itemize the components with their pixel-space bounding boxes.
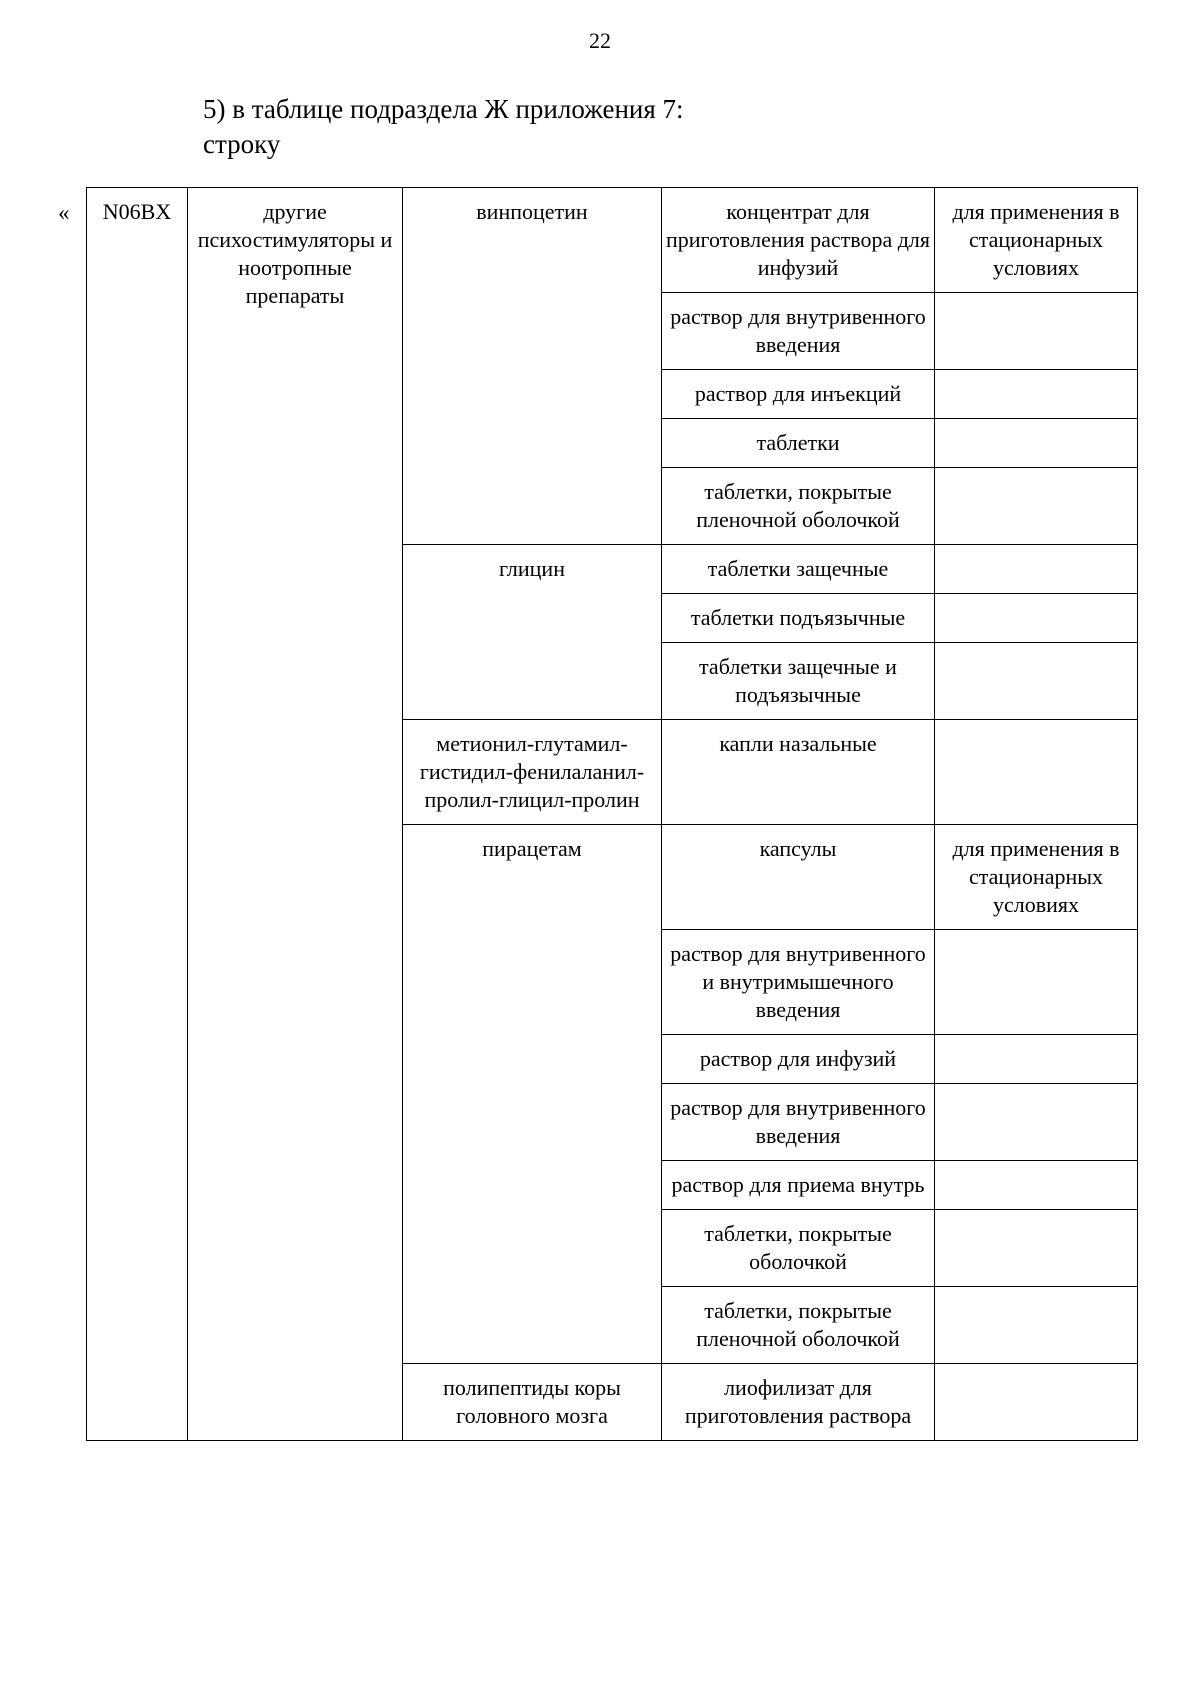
dosage-form-cell: раствор для инфузий [662, 1035, 935, 1084]
dosage-form-cell: лиофилизат для приготовления раствора [662, 1364, 935, 1441]
dosage-form-cell: раствор для приема внутрь [662, 1161, 935, 1210]
note-cell [935, 1035, 1138, 1084]
note-cell [935, 468, 1138, 545]
dosage-form-cell: таблетки защечные [662, 545, 935, 594]
note-cell [935, 1364, 1138, 1441]
dosage-form-cell: таблетки, покрытые оболочкой [662, 1210, 935, 1287]
atc-code-cell: N06BX [87, 188, 188, 1441]
dosage-form-cell: таблетки, покрытые пленочной оболочкой [662, 1287, 935, 1364]
dosage-form-cell: раствор для внутривенного и внутримышечного введения [662, 930, 935, 1035]
drug-name-cell: винпоцетин [403, 188, 662, 545]
note-cell [935, 720, 1138, 825]
note-cell: для применения в стационарных условиях [935, 188, 1138, 293]
note-cell [935, 930, 1138, 1035]
note-cell [935, 1161, 1138, 1210]
drug-table [86, 187, 1138, 1441]
drug-name-cell: метионил-глутамил-гистидил-фенилаланил-пролил-глицил-пролин [403, 720, 662, 825]
page-number: 22 [589, 28, 611, 53]
drug-name-cell: пирацетам [403, 825, 662, 1364]
dosage-form-cell: таблетки защечные и подъязычные [662, 643, 935, 720]
intro-line-2: строку [203, 129, 281, 159]
table-row [87, 188, 1138, 293]
note-cell [935, 643, 1138, 720]
note-cell [935, 419, 1138, 468]
dosage-form-cell: таблетки, покрытые пленочной оболочкой [662, 468, 935, 545]
note-cell [935, 594, 1138, 643]
dosage-form-cell: таблетки подъязычные [662, 594, 935, 643]
dosage-form-cell: раствор для инъекций [662, 370, 935, 419]
note-cell [935, 293, 1138, 370]
dosage-form-cell: капли назальные [662, 720, 935, 825]
note-cell [935, 1210, 1138, 1287]
dosage-form-cell: капсулы [662, 825, 935, 930]
drug-name-cell: глицин [403, 545, 662, 720]
note-cell: для применения в стационарных условиях [935, 825, 1138, 930]
dosage-form-cell: таблетки [662, 419, 935, 468]
intro-text [203, 92, 684, 162]
opening-quote-mark: « [58, 200, 70, 225]
note-cell [935, 1287, 1138, 1364]
group-name-cell: другие психостимуляторы и ноотропные препараты [188, 188, 403, 1441]
note-cell [935, 1084, 1138, 1161]
dosage-form-cell: раствор для внутривенного введения [662, 293, 935, 370]
dosage-form-cell: концентрат для приготовления раствора для инфузий [662, 188, 935, 293]
intro-line-1: 5) в таблице подраздела Ж приложения 7: [203, 94, 684, 124]
dosage-form-cell: раствор для внутривенного введения [662, 1084, 935, 1161]
note-cell [935, 370, 1138, 419]
drug-name-cell: полипептиды коры головного мозга [403, 1364, 662, 1441]
note-cell [935, 545, 1138, 594]
